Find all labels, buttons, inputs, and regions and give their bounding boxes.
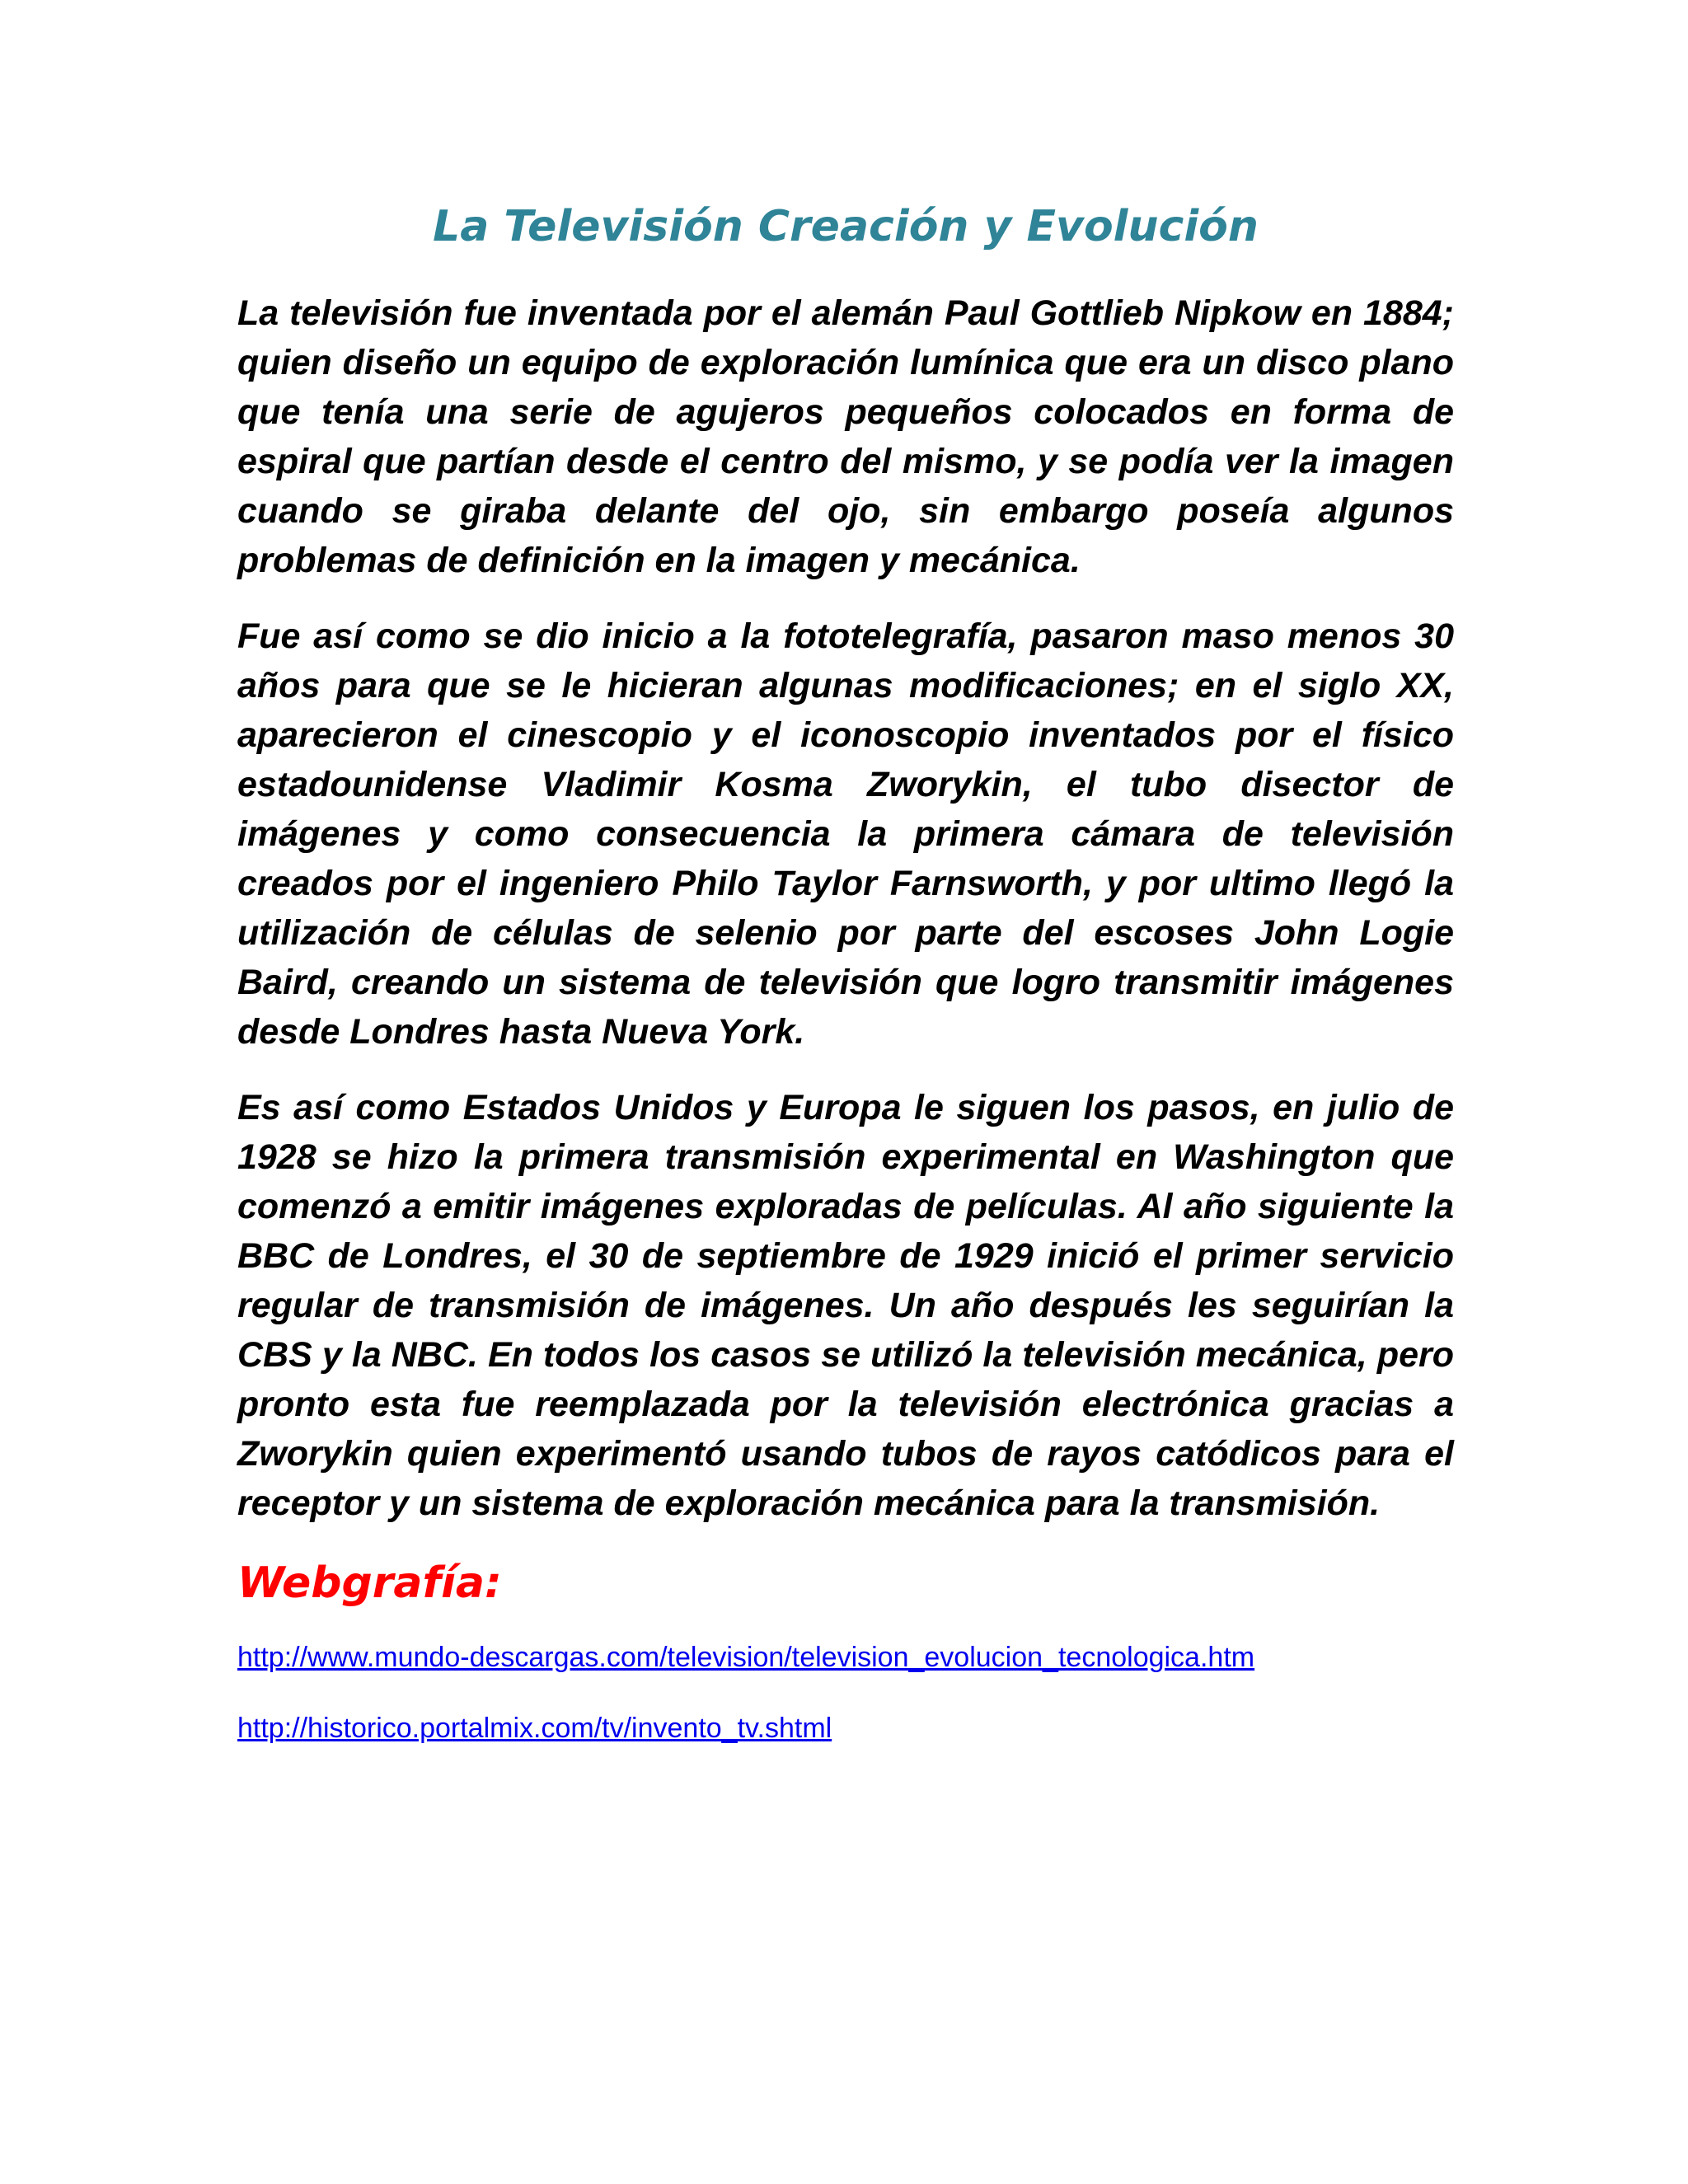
webgrafia-link-portalmix[interactable]: http://historico.portalmix.com/tv/invento_tv.shtml: [237, 1713, 832, 1744]
document-content: [237, 198, 1454, 1782]
paragraph-first-transmissions: Es así como Estados Unidos y Europa le siguen los pasos, en julio de 1928 se hizo la primera transmisión experimental en Washington que comenzó a emitir imágenes exploradas de películas. Al año siguiente la BBC de Londres, el 30 de septiembre de 1929 inició el primer servicio regular de transmisión de imágenes. Un año después les seguirían la CBS y la NBC. En todos los casos se utilizó la televisión mecánica, pero pronto esta fue reemplazada por la televisión electrónica gracias a Zworykin quien experimentó usando tubos de rayos catódicos para el receptor y un sistema de exploración mecánica para la transmisión.: [237, 1088, 1454, 1523]
webgrafia-link-mundo-descargas[interactable]: http://www.mundo-descargas.com/television/television_evolucion_tecnologica.htm: [237, 1642, 1255, 1673]
paragraph-invention: La televisión fue inventada por el alemán Paul Gottlieb Nipkow en 1884; quien diseño un equipo de exploración lumínica que era un disco plano que tenía una serie de agujeros pequeños colocados en forma de espiral que partían desde el centro del mismo, y se podía ver la imagen cuando se giraba delante del ojo, sin embargo poseía algunos problemas de definición en la imagen y mecánica.: [237, 293, 1454, 580]
document-title: La Televisión Creación y Evolución: [433, 202, 1259, 251]
paragraph-phototelegraphy: Fue así como se dio inicio a la fototelegrafía, pasaron maso menos 30 años para que se le hicieran algunas modificaciones; en el siglo XX, aparecieron el cinescopio y el iconoscopio inventados por el físico estadounidense Vladimir Kosma Zworykin, el tubo disector de imágenes y como consecuencia la primera cámara de televisión creados por el ingeniero Philo Taylor Farnsworth, y por ultimo llegó la utilización de células de selenio por parte del escoses John Logie Baird, creando un sistema de televisión que logro transmitir imágenes desde Londres hasta Nueva York.: [237, 616, 1454, 1052]
webgrafia-heading: Webgrafía:: [237, 1558, 502, 1608]
